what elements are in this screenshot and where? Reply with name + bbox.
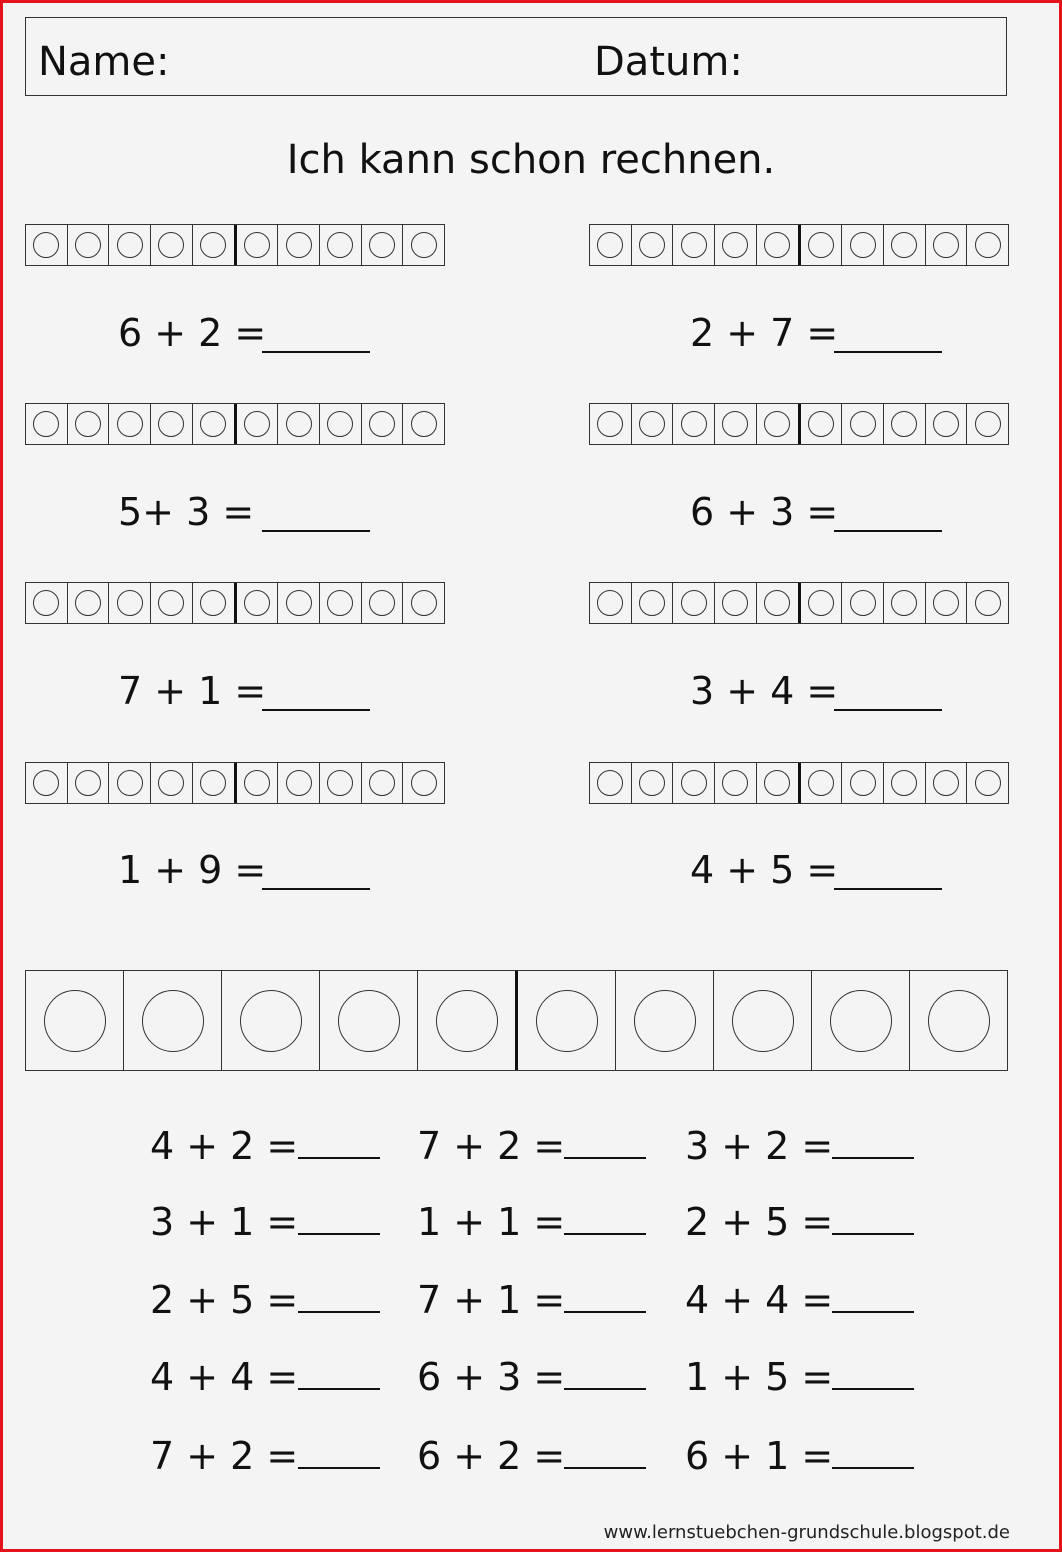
- counter-circle: [639, 232, 665, 258]
- counter-circle: [891, 770, 917, 796]
- ten-frame-cell: [715, 404, 757, 444]
- counter-circle: [244, 232, 270, 258]
- answer-blank[interactable]: [832, 1388, 914, 1390]
- counter-circle: [639, 590, 665, 616]
- ten-frame-strip: [25, 224, 445, 266]
- ten-frame-cell: [616, 971, 714, 1070]
- ten-frame-cell: [68, 404, 110, 444]
- counter-circle: [117, 232, 143, 258]
- ten-frame-cell: [842, 583, 884, 623]
- ten-frame-cell: [801, 583, 843, 623]
- answer-blank[interactable]: [832, 1233, 914, 1235]
- answer-blank[interactable]: [262, 351, 370, 353]
- ten-frame-cell: [362, 763, 404, 803]
- counter-circle: [369, 590, 395, 616]
- ten-frame-cell: [757, 763, 801, 803]
- counter-circle: [75, 232, 101, 258]
- equation: 4 + 4 =: [150, 1355, 299, 1399]
- ten-frame-cell: [403, 225, 444, 265]
- answer-blank[interactable]: [298, 1311, 380, 1313]
- counter-circle: [117, 590, 143, 616]
- ten-frame-cell: [26, 971, 124, 1070]
- ten-frame-cell: [26, 763, 68, 803]
- equation: 1 + 9 =: [118, 848, 267, 892]
- counter-circle: [240, 990, 302, 1052]
- counter-circle: [975, 411, 1001, 437]
- counter-circle: [933, 770, 959, 796]
- ten-frame-cell: [967, 763, 1008, 803]
- ten-frame-cell: [715, 583, 757, 623]
- counter-circle: [639, 411, 665, 437]
- counter-circle: [808, 770, 834, 796]
- ten-frame-cell: [278, 583, 320, 623]
- ten-frame-cell: [151, 763, 193, 803]
- equation: 3 + 4 =: [690, 669, 839, 713]
- counter-circle: [891, 232, 917, 258]
- counter-circle: [681, 590, 707, 616]
- ten-frame-cell: [68, 763, 110, 803]
- counter-circle: [327, 590, 353, 616]
- counter-circle: [200, 232, 226, 258]
- ten-frame-cell: [403, 763, 444, 803]
- ten-frame-cell: [715, 763, 757, 803]
- header-box: [25, 17, 1007, 96]
- ten-frame-cell: [884, 404, 926, 444]
- counter-circle: [117, 411, 143, 437]
- ten-frame-cell: [193, 583, 237, 623]
- answer-blank[interactable]: [834, 530, 942, 532]
- counter-circle: [158, 411, 184, 437]
- ten-frame-cell: [320, 583, 362, 623]
- equation: 7 + 1 =: [118, 669, 267, 713]
- ten-frame-cell: [632, 404, 674, 444]
- counter-circle: [327, 232, 353, 258]
- counter-circle: [722, 770, 748, 796]
- ten-frame-cell: [673, 583, 715, 623]
- equation: 6 + 3 =: [690, 490, 839, 534]
- counter-circle: [286, 770, 312, 796]
- answer-blank[interactable]: [564, 1388, 646, 1390]
- ten-frame-strip: [589, 224, 1009, 266]
- counter-circle: [117, 770, 143, 796]
- ten-frame-strip: [25, 762, 445, 804]
- ten-frame-cell: [673, 404, 715, 444]
- counter-circle: [200, 411, 226, 437]
- ten-frame-cell: [801, 225, 843, 265]
- ten-frame-cell: [714, 971, 812, 1070]
- ten-frame-cell: [124, 971, 222, 1070]
- counter-circle: [33, 770, 59, 796]
- counter-circle: [891, 590, 917, 616]
- ten-frame-cell: [26, 404, 68, 444]
- footer-url: www.lernstuebchen-grundschule.blogspot.de: [603, 1522, 1010, 1543]
- counter-circle: [200, 590, 226, 616]
- answer-blank[interactable]: [262, 709, 370, 711]
- ten-frame-cell: [278, 404, 320, 444]
- ten-frame-cell: [151, 225, 193, 265]
- counter-circle: [764, 770, 790, 796]
- counter-circle: [200, 770, 226, 796]
- ten-frame-cell: [842, 763, 884, 803]
- ten-frame-cell: [801, 404, 843, 444]
- counter-circle: [33, 232, 59, 258]
- ten-frame-cell: [109, 404, 151, 444]
- counter-circle: [850, 770, 876, 796]
- answer-blank[interactable]: [564, 1467, 646, 1469]
- counter-circle: [722, 590, 748, 616]
- ten-frame-cell: [884, 225, 926, 265]
- counter-circle: [369, 770, 395, 796]
- equation: 3 + 1 =: [150, 1200, 299, 1244]
- ten-frame-cell: [26, 225, 68, 265]
- equation: 6 + 2 =: [118, 311, 267, 355]
- ten-frame-cell: [237, 583, 279, 623]
- ten-frame-strip: [25, 403, 445, 445]
- counter-circle: [44, 990, 106, 1052]
- equation: 3 + 2 =: [685, 1124, 834, 1168]
- ten-frame-cell: [590, 225, 632, 265]
- ten-frame-cell: [757, 583, 801, 623]
- ten-frame-cell: [715, 225, 757, 265]
- ten-frame-cell: [278, 763, 320, 803]
- ten-frame-cell: [801, 763, 843, 803]
- counter-circle: [764, 232, 790, 258]
- counter-circle: [639, 770, 665, 796]
- ten-frame-cell: [926, 225, 968, 265]
- equation: 4 + 4 =: [685, 1278, 834, 1322]
- ten-frame-cell: [967, 404, 1008, 444]
- answer-blank[interactable]: [564, 1233, 646, 1235]
- ten-frame-cell: [673, 225, 715, 265]
- counter-circle: [850, 590, 876, 616]
- ten-frame-cell: [237, 404, 279, 444]
- ten-frame-cell: [237, 763, 279, 803]
- counter-circle: [681, 232, 707, 258]
- ten-frame-strip: [589, 762, 1009, 804]
- counter-circle: [597, 411, 623, 437]
- answer-blank[interactable]: [298, 1157, 380, 1159]
- counter-circle: [142, 990, 204, 1052]
- ten-frame-cell: [590, 583, 632, 623]
- ten-frame-cell: [884, 583, 926, 623]
- counter-circle: [975, 232, 1001, 258]
- counter-circle: [634, 990, 696, 1052]
- ten-frame-cell: [362, 225, 404, 265]
- equation: 6 + 3 =: [417, 1355, 566, 1399]
- counter-circle: [411, 770, 437, 796]
- ten-frame-cell: [68, 225, 110, 265]
- equation: 6 + 1 =: [685, 1434, 834, 1478]
- answer-blank[interactable]: [298, 1388, 380, 1390]
- ten-frame-cell: [967, 225, 1008, 265]
- counter-circle: [808, 590, 834, 616]
- answer-blank[interactable]: [832, 1467, 914, 1469]
- counter-circle: [286, 232, 312, 258]
- equation: 2 + 5 =: [150, 1278, 299, 1322]
- counter-circle: [244, 411, 270, 437]
- counter-circle: [75, 590, 101, 616]
- ten-frame-cell: [193, 404, 237, 444]
- counter-circle: [411, 590, 437, 616]
- ten-frame-cell: [926, 763, 968, 803]
- counter-circle: [975, 590, 1001, 616]
- date-label: Datum:: [594, 39, 743, 85]
- counter-circle: [933, 232, 959, 258]
- counter-circle: [33, 411, 59, 437]
- name-label: Name:: [38, 39, 170, 85]
- counter-circle: [327, 411, 353, 437]
- answer-blank[interactable]: [832, 1157, 914, 1159]
- counter-circle: [975, 770, 1001, 796]
- equation: 2 + 5 =: [685, 1200, 834, 1244]
- ten-frame-cell: [418, 971, 518, 1070]
- ten-frame-cell: [590, 763, 632, 803]
- equation: 7 + 2 =: [417, 1124, 566, 1168]
- ten-frame-cell: [68, 583, 110, 623]
- counter-circle: [158, 770, 184, 796]
- ten-frame-cell: [109, 225, 151, 265]
- ten-frame-cell: [884, 763, 926, 803]
- counter-circle: [808, 232, 834, 258]
- counter-circle: [286, 411, 312, 437]
- counter-circle: [244, 770, 270, 796]
- counter-circle: [681, 411, 707, 437]
- equation: 2 + 7 =: [690, 311, 839, 355]
- answer-blank[interactable]: [834, 709, 942, 711]
- equation: 6 + 2 =: [417, 1434, 566, 1478]
- counter-circle: [411, 232, 437, 258]
- answer-blank[interactable]: [298, 1467, 380, 1469]
- ten-frame-cell: [673, 763, 715, 803]
- ten-frame-cell: [926, 583, 968, 623]
- ten-frame-cell: [151, 404, 193, 444]
- counter-circle: [722, 411, 748, 437]
- ten-frame-cell: [403, 583, 444, 623]
- ten-frame-cell: [632, 225, 674, 265]
- ten-frame-cell: [590, 404, 632, 444]
- counter-circle: [75, 770, 101, 796]
- ten-frame-cell: [320, 225, 362, 265]
- ten-frame-strip: [589, 403, 1009, 445]
- counter-circle: [830, 990, 892, 1052]
- ten-frame-cell: [193, 225, 237, 265]
- ten-frame-cell: [518, 971, 616, 1070]
- ten-frame-cell: [910, 971, 1007, 1070]
- ten-frame-cell: [842, 404, 884, 444]
- counter-circle: [850, 232, 876, 258]
- answer-blank[interactable]: [564, 1311, 646, 1313]
- answer-blank[interactable]: [834, 888, 942, 890]
- equation: 1 + 5 =: [685, 1355, 834, 1399]
- counter-circle: [597, 770, 623, 796]
- counter-circle: [933, 590, 959, 616]
- answer-blank[interactable]: [262, 888, 370, 890]
- answer-blank[interactable]: [564, 1157, 646, 1159]
- counter-circle: [764, 411, 790, 437]
- counter-circle: [732, 990, 794, 1052]
- ten-frame-cell: [757, 404, 801, 444]
- ten-frame-cell: [632, 583, 674, 623]
- equation: 5+ 3 =: [118, 490, 255, 534]
- ten-frame-cell: [151, 583, 193, 623]
- ten-frame-cell: [320, 763, 362, 803]
- ten-frame-cell: [812, 971, 910, 1070]
- counter-circle: [33, 590, 59, 616]
- counter-circle: [338, 990, 400, 1052]
- ten-frame-cell: [237, 225, 279, 265]
- ten-frame-cell: [109, 583, 151, 623]
- ten-frame-cell: [26, 583, 68, 623]
- ten-frame-cell: [278, 225, 320, 265]
- ten-frame-cell: [362, 404, 404, 444]
- ten-frame-strip: [589, 582, 1009, 624]
- counter-circle: [75, 411, 101, 437]
- counter-circle: [933, 411, 959, 437]
- counter-circle: [369, 232, 395, 258]
- counter-circle: [597, 590, 623, 616]
- equation: 7 + 2 =: [150, 1434, 299, 1478]
- answer-blank[interactable]: [298, 1233, 380, 1235]
- counter-circle: [436, 990, 498, 1052]
- counter-circle: [158, 590, 184, 616]
- counter-circle: [850, 411, 876, 437]
- counter-circle: [369, 411, 395, 437]
- equation: 1 + 1 =: [417, 1200, 566, 1244]
- ten-frame-cell: [193, 763, 237, 803]
- counter-circle: [722, 232, 748, 258]
- equation: 4 + 2 =: [150, 1124, 299, 1168]
- ten-frame-cell: [222, 971, 320, 1070]
- counter-circle: [327, 770, 353, 796]
- ten-frame-cell: [967, 583, 1008, 623]
- equation: 4 + 5 =: [690, 848, 839, 892]
- ten-frame-cell: [926, 404, 968, 444]
- equation: 7 + 1 =: [417, 1278, 566, 1322]
- answer-blank[interactable]: [262, 530, 370, 532]
- counter-circle: [411, 411, 437, 437]
- counter-circle: [808, 411, 834, 437]
- ten-frame-cell: [757, 225, 801, 265]
- answer-blank[interactable]: [834, 351, 942, 353]
- ten-frame-cell: [632, 763, 674, 803]
- ten-frame-strip: [25, 582, 445, 624]
- worksheet-title: Ich kann schon rechnen.: [286, 137, 776, 183]
- answer-blank[interactable]: [832, 1311, 914, 1313]
- ten-frame-cell: [109, 763, 151, 803]
- counter-circle: [764, 590, 790, 616]
- counter-circle: [928, 990, 990, 1052]
- counter-circle: [244, 590, 270, 616]
- counter-circle: [681, 770, 707, 796]
- counter-circle: [536, 990, 598, 1052]
- counter-circle: [597, 232, 623, 258]
- large-ten-frame: [25, 970, 1008, 1071]
- counter-circle: [891, 411, 917, 437]
- ten-frame-cell: [403, 404, 444, 444]
- ten-frame-cell: [842, 225, 884, 265]
- counter-circle: [286, 590, 312, 616]
- ten-frame-cell: [362, 583, 404, 623]
- ten-frame-cell: [320, 971, 418, 1070]
- ten-frame-cell: [320, 404, 362, 444]
- counter-circle: [158, 232, 184, 258]
